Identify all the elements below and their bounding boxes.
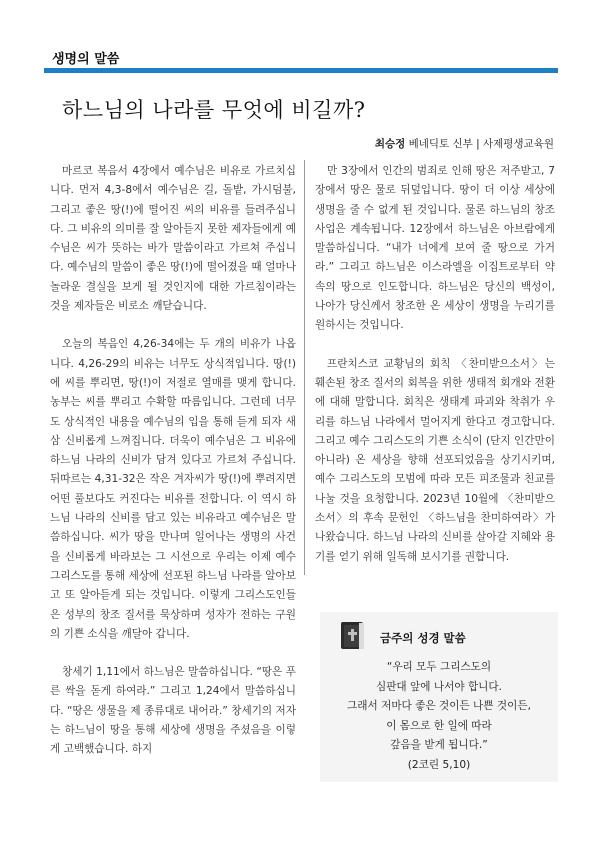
verse-box-title: 금주의 성경 말씀 [380,631,466,645]
author-name: 최승정 [374,138,406,150]
verse-line: 심판대 앞에 나서야 합니다. [375,680,503,693]
verse-line: 그래서 저마다 좋은 것이든 나쁜 것이든, [347,700,531,712]
section-title: 생명의 말씀 [52,52,120,67]
author-affiliation: 베네딕토 신부 | 사제평생교육원 [405,138,554,150]
verse-citation: (2코린 5,10) [407,758,471,771]
body-paragraph: 창세기 1,11에서 하느님은 말씀하십니다. “땅은 푸른 싹을 돋게 하여라.” 그리고 1,24에서 말씀하십니다. “땅은 생물을 제 종류대로 내어라.” 창세기의 저자는 하느님이 땅을 통해 세상에 생명을 주셨음을 이렇게 고백했습니다. 하지 [50,666,296,756]
column-divider [304,160,305,575]
right-column [315,162,555,567]
body-paragraph: 오늘의 복음인 4,26-34에는 두 개의 비유가 나옵니다. 4,26-29의 비유는 너무도 상식적입니다. 땅(!)에 씨를 뿌리면, 땅(!)이 저절로 열매를 맺게 합니다. 농부는 씨를 뿌리고 수확할 따름입니다. 그런데 너무도 상식적인 내용을 예수님의 입을 통해 듣게 되자 새삼 신비롭게 느껴집니다. 더욱이 예수님은 그 비유에 하느님 나라의 신비가 담겨 있다고 가르쳐 주십니다. 뒤따르는 4,31-32은 작은 겨자씨가 땅(!)에 뿌려지면 어떤 풀보다도 커진다는 비유를 전합니다. 이 역시 하느님 나라의 신비를 담고 있는 비유라고 예수님은 말씀하십니다. 씨가 땅을 만나며 일어나는 생명의 사건을 신비롭게 바라보는 그 시선으로 우리는 이제 예수 그리스도를 통해 세상에 선포된 하느님 나라를 알아보고 또 알아듣게 되는 것입니다. 이렇게 그리스도인들은 성부의 창조 질서를 묵상하며 성자가 전하는 구원의 기쁜 소식을 깨달아 갑니다. [50,338,296,640]
verse-line: “우리 모두 그리스도의 [386,661,492,673]
section-header [0,0,600,78]
body-paragraph: 프란치스코 교황님의 회칙 〈찬미받으소서〉는 훼손된 창조 질서의 회복을 위한 생태적 회개와 전환에 대해 말합니다. 회칙은 생태계 파괴와 착취가 우리를 하느님 나라에서 멀어지게 한다고 경고합니다. 그리고 예수 그리스도의 기쁜 소식이 (단지 인간만이 아니라) 온 세상을 향해 선포되었음을 상기시키며, 예수 그리스도의 모범에 따라 모든 피조물과 친교를 나눌 것을 요청합니다. 2023년 10월에 〈찬미받으소서〉의 후속 문헌인 〈하느님을 찬미하여라〉가 나왔습니다. 하느님 나라의 신비를 살아갈 지혜와 용기를 얻기 위해 일독해 보시기를 권합니다. [315,357,555,563]
header-accent-line [44,68,558,73]
verse-text [320,658,558,775]
body-paragraph: 마르코 복음서 4장에서 예수님은 비유로 가르치십니다. 먼저 4,3-8에서 예수님은 길, 돌밭, 가시덤불, 그리고 좋은 땅(!)에 떨어진 씨의 비유를 들려주십니다. 그 비유의 의미를 잘 알아듣지 못한 제자들에게 예수님은 씨가 뜻하는 바가 말씀이라고 가르쳐 주십니다. 예수님의 말씀이 좋은 땅(!)에 떨어졌을 때 얼마나 놀라운 결실을 보게 될 것인지에 대한 가르침이라는 것을 제자들은 비로소 깨닫습니다. [50,165,296,313]
weekly-verse-box [320,612,558,782]
left-column [50,162,296,760]
article-byline [375,136,554,151]
bible-icon [338,618,368,652]
verse-line: 갚음을 받게 됩니다.” [390,739,488,751]
body-paragraph: 만 3장에서 인간의 범죄로 인해 땅은 저주받고, 7장에서 땅은 물로 뒤덮입니다. 땅이 더 이상 세상에 생명을 줄 수 없게 된 것입니다. 물론 하느님의 창조 사업은 계속됩니다. 12장에서 하느님은 아브람에게 말씀하십니다. “내가 너에게 보여 줄 땅으로 가거라.” 그리고 하느님은 이스라엘을 이집트로부터 약속의 땅으로 인도합니다. 하느님은 당신의 백성이, 나아가 당신께서 창조한 온 세상이 생명을 누리기를 원하시는 것입니다. [315,165,555,332]
article-title: 하느님의 나라를 무엇에 비길까? [62,98,366,122]
verse-line: 이 몸으로 한 일에 따라 [386,719,492,732]
